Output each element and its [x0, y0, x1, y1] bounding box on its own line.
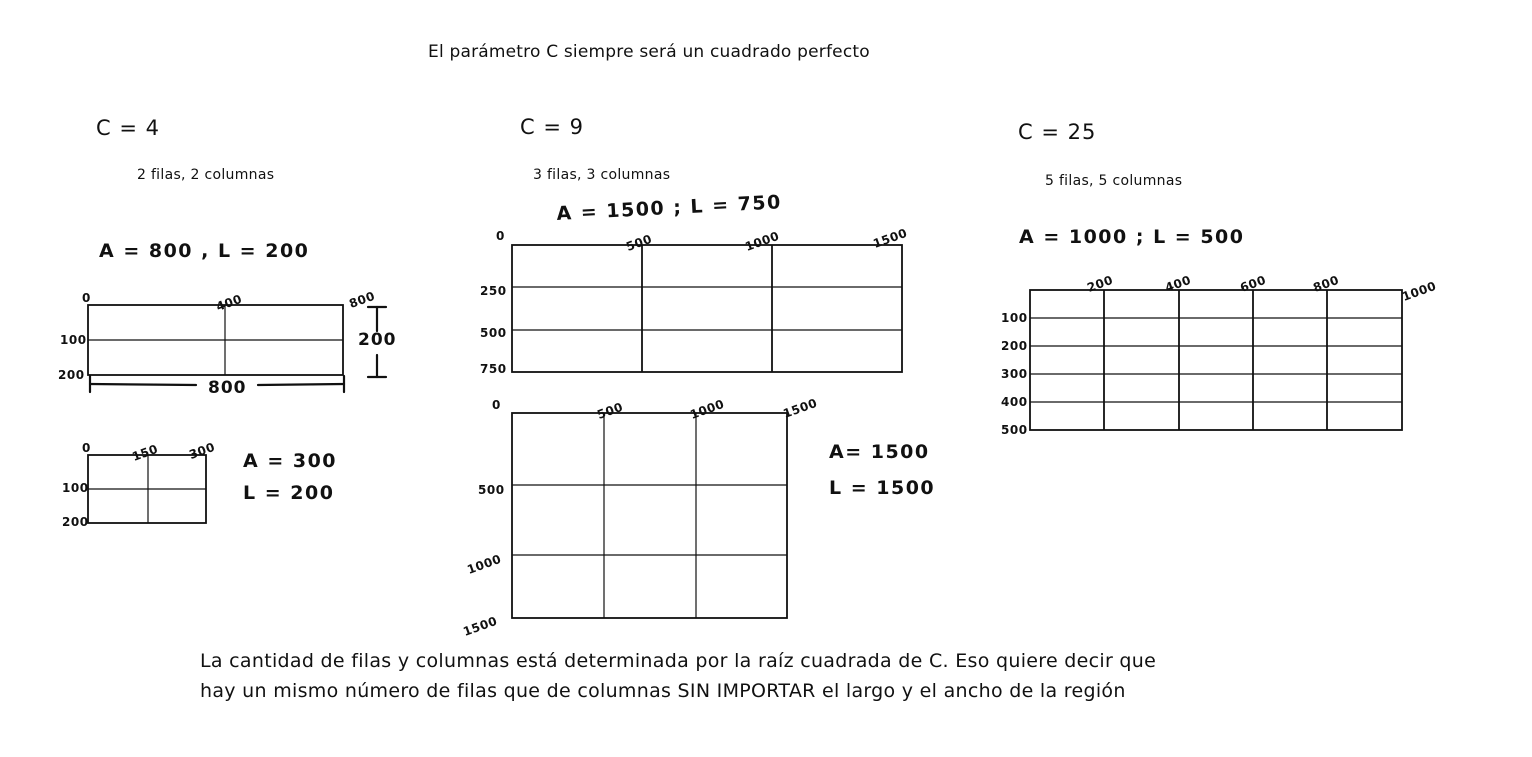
tick-y-c9-2-3: 1500	[461, 613, 500, 639]
grid-c9-2	[512, 413, 802, 628]
case-label-c4: C = 4	[96, 116, 160, 140]
case-label-c25: C = 25	[1018, 120, 1097, 144]
note-l-c4-2: L = 200	[243, 482, 335, 504]
note-a-c4-2: A = 300	[243, 450, 338, 472]
tick-x-c25-2: 400	[1163, 272, 1193, 295]
tick-x-c4-1-2: 800	[347, 288, 377, 311]
case-sub-c9: 3 filas, 3 columnas	[533, 167, 671, 183]
tick-y-c4-2-2: 200	[62, 515, 89, 529]
tick-x-c25-5: 1000	[1400, 278, 1439, 304]
tick-x-c9-2-2: 1000	[688, 396, 727, 422]
tick-x-c25-1: 200	[1085, 272, 1115, 295]
page-title: El parámetro C siempre será un cuadrado perfecto	[428, 42, 870, 62]
tick-y-c9-1-1: 250	[480, 284, 507, 298]
tick-x-c9-2-3: 1500	[781, 395, 820, 421]
tick-y-c9-1-3: 750	[480, 362, 507, 376]
note-l-c9-2: L = 1500	[829, 477, 936, 499]
tick-y-c9-1-2: 500	[480, 326, 507, 340]
tick-y-c9-2-1: 500	[478, 483, 505, 497]
grid-c4-2	[88, 455, 218, 530]
tick-x-c9-1-3: 1500	[871, 225, 910, 251]
tick-x-c25-3: 600	[1238, 272, 1268, 295]
case-c25-grid1-note: A = 1000 ; L = 500	[1019, 226, 1245, 248]
tick-x-c25-4: 800	[1311, 272, 1341, 295]
tick-x-c4-2-2: 300	[187, 439, 217, 462]
tick-x-c4-2-0: 0	[82, 441, 91, 455]
tick-x-c9-1-2: 1000	[743, 228, 782, 254]
tick-y-c4-2-1: 100	[62, 481, 89, 495]
tick-y-c25-5: 500	[1001, 423, 1028, 437]
height-label-c4-1: 200	[358, 330, 397, 350]
footer-line-2: hay un mismo número de filas que de columnas SIN IMPORTAR el largo y el ancho de la región	[200, 680, 1126, 702]
tick-x-c9-2-0: 0	[492, 398, 501, 412]
tick-y-c25-2: 200	[1001, 339, 1028, 353]
tick-x-c9-1-1: 500	[624, 231, 654, 254]
width-label-c4-1: 800	[208, 378, 247, 398]
tick-x-c4-1-1: 400	[214, 291, 244, 314]
tick-y-c25-4: 400	[1001, 395, 1028, 409]
case-sub-c25: 5 filas, 5 columnas	[1045, 173, 1183, 189]
note-a-c9-2: A= 1500	[829, 441, 930, 463]
footer-line-1: La cantidad de filas y columnas está determinada por la raíz cuadrada de C. Eso quiere decir que	[200, 650, 1157, 672]
tick-y-c9-2-2: 1000	[465, 551, 504, 577]
tick-x-c9-1-0: 0	[496, 229, 505, 243]
tick-y-c4-1-1: 100	[60, 333, 87, 347]
tick-y-c25-3: 300	[1001, 367, 1028, 381]
grid-c9-1	[512, 245, 912, 380]
case-sub-c4: 2 filas, 2 columnas	[137, 167, 275, 183]
tick-x-c4-2-1: 150	[130, 441, 160, 464]
case-c9-grid1-note: A = 1500 ; L = 750	[556, 191, 783, 225]
tick-x-c9-2-1: 500	[595, 399, 625, 422]
grid-c25-1	[1030, 290, 1415, 435]
case-label-c9: C = 9	[520, 115, 584, 139]
tick-y-c4-1-2: 200	[58, 368, 85, 382]
case-c4-grid1-note: A = 800 , L = 200	[99, 240, 310, 262]
tick-x-c4-1-0: 0	[82, 291, 91, 305]
tick-y-c25-1: 100	[1001, 311, 1028, 325]
